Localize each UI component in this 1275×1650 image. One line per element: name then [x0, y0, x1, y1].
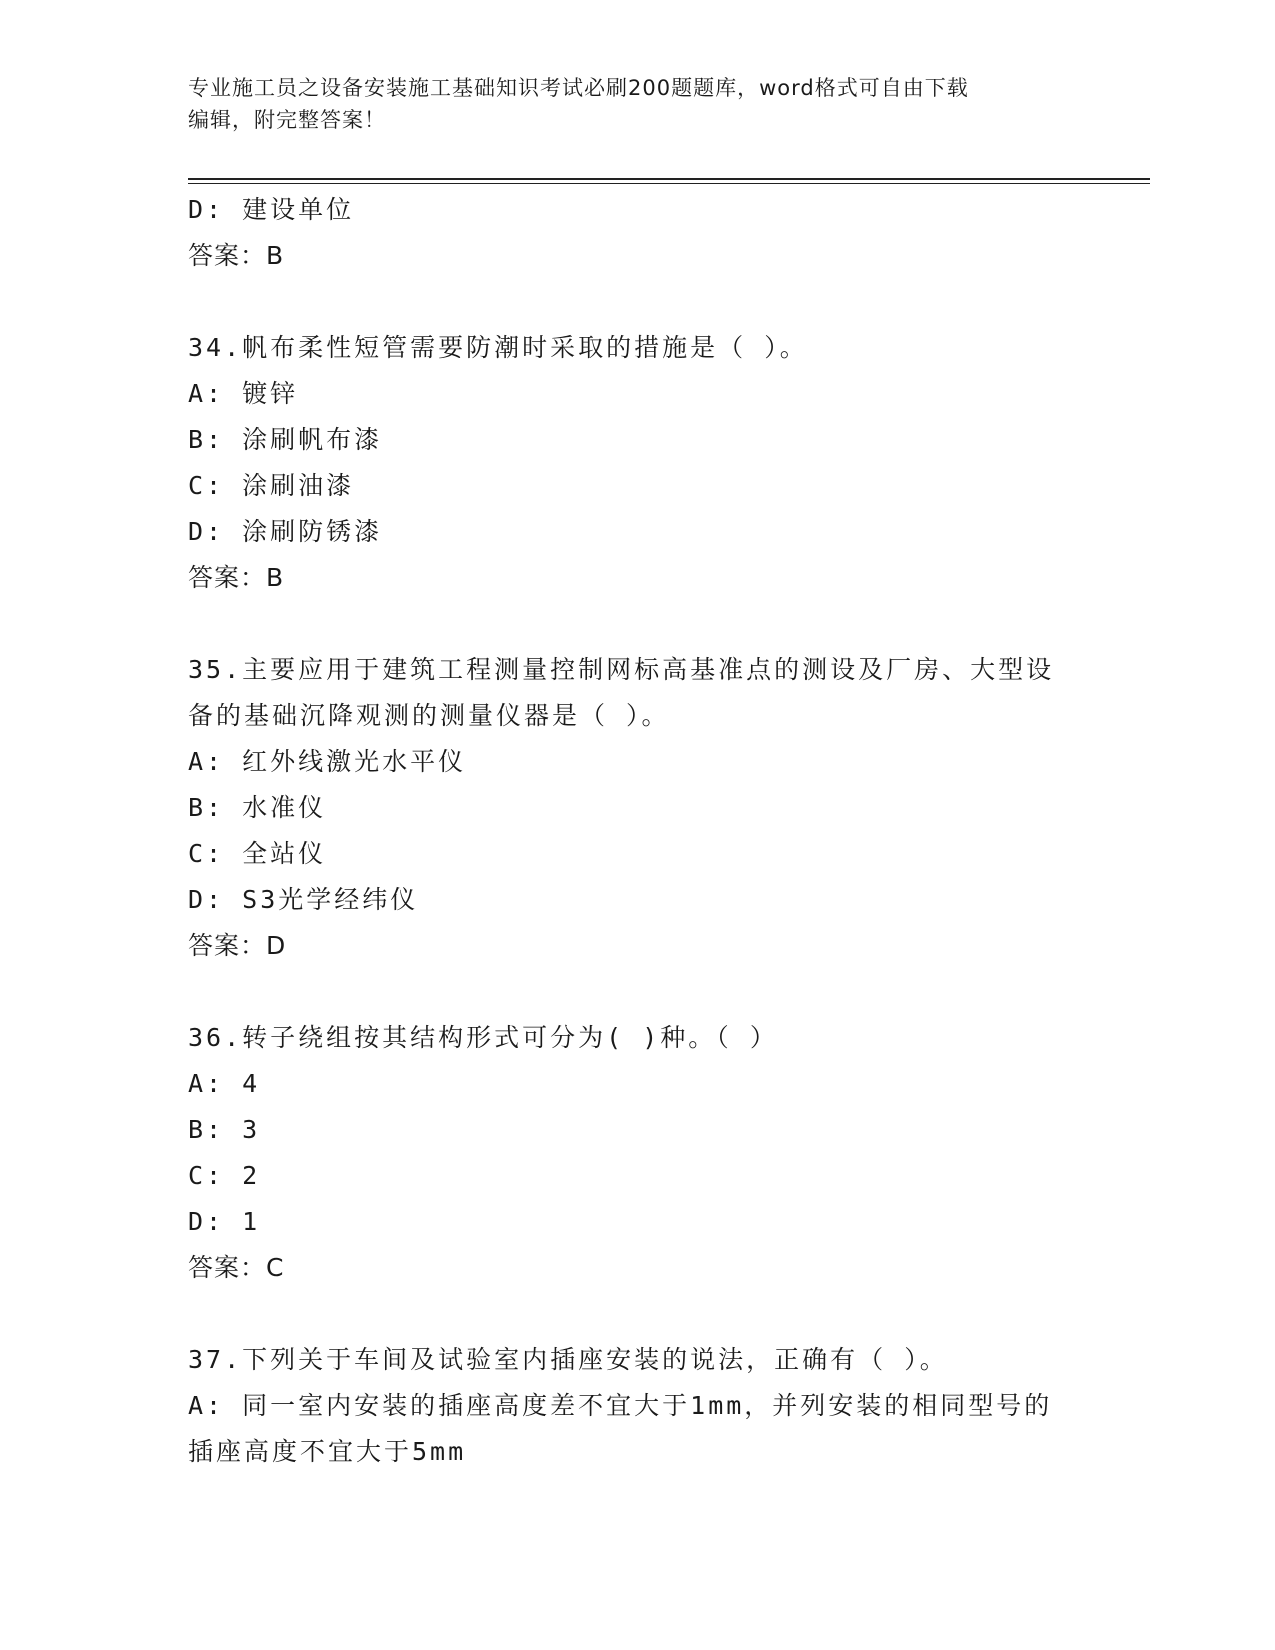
question-36	[188, 1015, 1088, 1291]
question-33	[188, 187, 1088, 279]
option-a: A: 红外线激光水平仪	[188, 747, 467, 776]
answer-line: 答案：B	[188, 241, 285, 270]
spacer	[188, 969, 1088, 1015]
question-35	[188, 647, 1088, 969]
option-d: D: S3光学经纬仪	[188, 885, 419, 914]
option-a: A: 4	[188, 1069, 261, 1098]
option-b: B: 涂刷帆布漆	[188, 425, 383, 454]
question-text-line-2: 备的基础沉降观测的测量仪器是（ ）。	[188, 701, 670, 730]
header-divider-thin	[188, 183, 1150, 184]
option-d: D: 1	[188, 1207, 261, 1236]
spacer	[188, 279, 1088, 325]
option-c: C: 2	[188, 1161, 261, 1190]
option-a-line-1: A: 同一室内安装的插座高度差不宜大于1mm，并列安装的相同型号的	[188, 1391, 1053, 1420]
option-b: B: 水准仪	[188, 793, 327, 822]
question-text-line-1: 35.主要应用于建筑工程测量控制网标高基准点的测设及厂房、大型设	[188, 655, 1055, 684]
option-b: B: 3	[188, 1115, 261, 1144]
answer-line: 答案：C	[188, 1253, 285, 1282]
document-header	[188, 72, 1088, 136]
option-d: D: 建设单位	[188, 195, 355, 224]
option-c: C: 涂刷油漆	[188, 471, 355, 500]
option-d: D: 涂刷防锈漆	[188, 517, 383, 546]
header-title-line-1: 专业施工员之设备安装施工基础知识考试必刷200题题库，word格式可自由下载	[188, 76, 969, 100]
answer-line: 答案：D	[188, 931, 287, 960]
question-text: 36.转子绕组按其结构形式可分为( )种。（ ）	[188, 1023, 778, 1052]
question-text: 34.帆布柔性短管需要防潮时采取的措施是（ ）。	[188, 333, 808, 362]
answer-line: 答案：B	[188, 563, 285, 592]
question-37	[188, 1337, 1088, 1475]
question-text: 37.下列关于车间及试验室内插座安装的说法，正确有（ ）。	[188, 1345, 948, 1374]
question-34	[188, 325, 1088, 601]
spacer	[188, 601, 1088, 647]
option-a-line-2: 插座高度不宜大于5mm	[188, 1437, 467, 1466]
spacer	[188, 1291, 1088, 1337]
option-a: A: 镀锌	[188, 379, 299, 408]
header-divider-thick	[188, 178, 1150, 180]
question-list	[188, 187, 1088, 1475]
header-title-line-2: 编辑，附完整答案！	[188, 108, 386, 132]
option-c: C: 全站仪	[188, 839, 327, 868]
